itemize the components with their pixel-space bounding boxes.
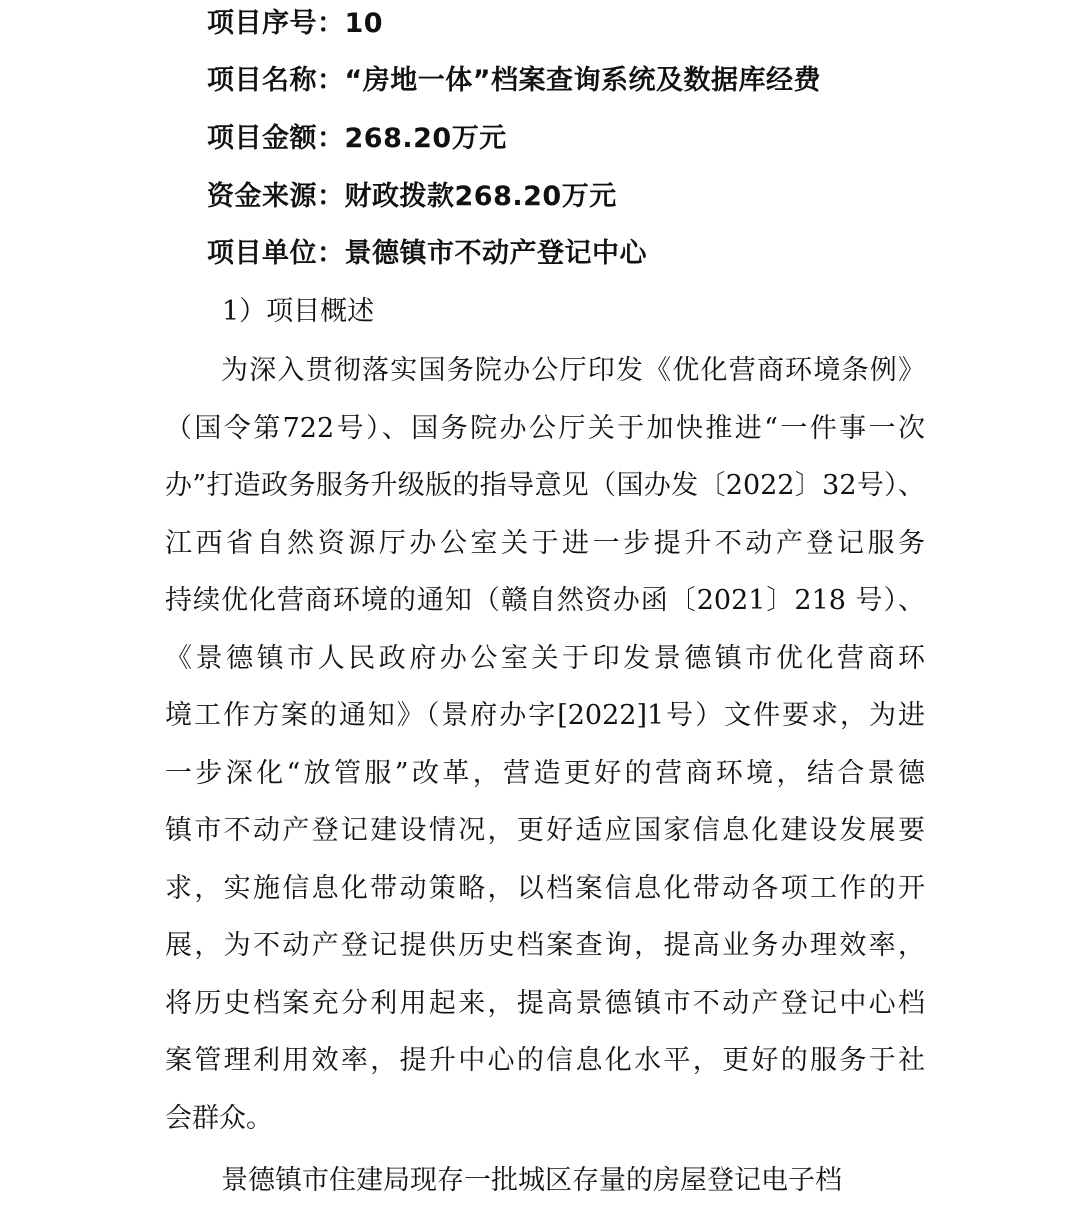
section-heading: 1）项目概述	[222, 296, 375, 327]
field-value: 景德镇市不动产登记中心	[344, 238, 647, 269]
field-label: 项目单位：	[207, 238, 345, 269]
paragraph-line: 为深入贯彻落实国务院办公厅印发《优化营商环境条例》	[221, 355, 925, 386]
paragraph-line: 展，为不动产登记提供历史档案查询，提高业务办理效率，	[165, 930, 925, 961]
paragraph-line: 案管理利用效率，提升中心的信息化水平，更好的服务于社	[165, 1045, 925, 1076]
field-value: “房地一体”档案查询系统及数据库经费	[344, 65, 821, 96]
field-value: 268.20万元	[344, 123, 507, 154]
paragraph-line: 景德镇市住建局现存一批城区存量的房屋登记电子档	[221, 1165, 842, 1196]
paragraph-line: 持续优化营商环境的通知（赣自然资办函〔2021〕218 号）、	[165, 585, 925, 616]
paragraph-line: 会群众。	[165, 1102, 273, 1134]
second-paragraph	[165, 1152, 925, 1210]
paragraph-line: 将历史档案充分利用起来，提高景德镇市不动产登记中心档	[165, 987, 925, 1019]
paragraph-line: 一步深化“放管服”改革，营造更好的营商环境，结合景德	[165, 757, 925, 789]
paragraph-line: 境工作方案的通知》（景府办字[2022]1号）文件要求，为进	[165, 700, 925, 731]
paragraph-line: 江西省自然资源厅办公室关于进一步提升不动产登记服务	[165, 527, 925, 559]
project-name-field	[207, 64, 821, 98]
paragraph-line: 求，实施信息化带动策略，以档案信息化带动各项工作的开	[165, 872, 925, 904]
paragraph-line: 《景德镇市人民政府办公室关于印发景德镇市优化营商环	[165, 642, 925, 674]
field-value: 财政拨款268.20万元	[344, 181, 617, 212]
funding-source-field	[207, 180, 617, 214]
overview-paragraph	[165, 342, 925, 1147]
project-amount-field	[207, 122, 507, 156]
field-label: 项目序号：	[207, 8, 345, 39]
paragraph-line: （国令第722号）、国务院办公厅关于加快推进“一件事一次	[165, 412, 925, 444]
project-unit-field	[207, 237, 647, 271]
field-label: 项目金额：	[207, 123, 345, 154]
field-label: 资金来源：	[207, 181, 345, 212]
paragraph-line: 办”打造政务服务升级版的指导意见（国办发〔2022〕32号）、	[165, 470, 925, 501]
paragraph-line: 镇市不动产登记建设情况，更好适应国家信息化建设发展要	[165, 815, 925, 846]
field-label: 项目名称：	[207, 65, 345, 96]
project-number-field	[207, 7, 383, 41]
field-value: 10	[344, 8, 384, 39]
